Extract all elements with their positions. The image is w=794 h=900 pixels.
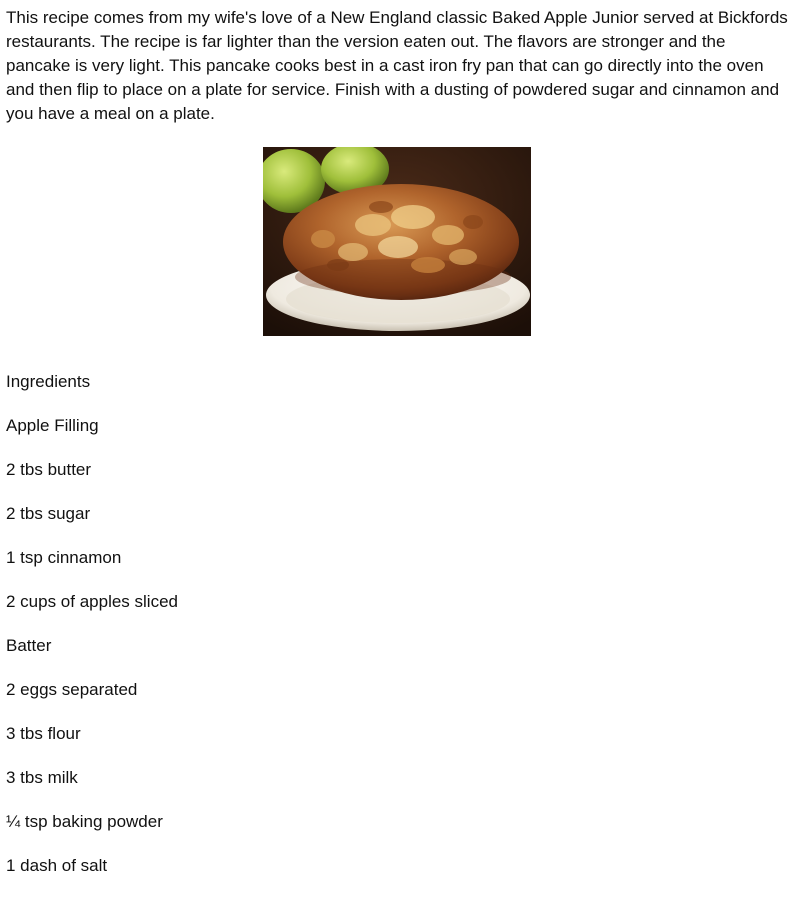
- ingredient-item: ¼ tsp baking powder: [6, 812, 163, 831]
- ingredients-heading: Ingredients: [6, 372, 91, 391]
- baked-apple-pancake-photo: [263, 147, 531, 336]
- ingredient-item: 3 tbs flour: [6, 724, 81, 743]
- ingredient-item: 2 eggs separated: [6, 680, 138, 699]
- ingredient-item: 2 cups of apples sliced: [6, 592, 178, 611]
- batter-heading: Batter: [6, 636, 52, 655]
- ingredient-item: 2 tbs butter: [6, 460, 92, 479]
- ingredient-item: 1 tsp cinnamon: [6, 548, 122, 567]
- ingredient-list: [6, 370, 178, 898]
- intro-paragraph: This recipe comes from my wife's love of a New England classic Baked Apple Junior served at Bickfords restaurants. The recipe is far lighter than the version eaten out. The flavors are stronger and the pancake is very light. This pancake cooks best in a cast iron fry pan that can go directly into the oven and then flip to place on a plate for service. Finish with a dusting of powdered sugar and cinnamon and you have a meal on a plate.: [6, 8, 788, 123]
- ingredient-item: 1 dash of salt: [6, 856, 108, 875]
- apple-filling-heading: Apple Filling: [6, 416, 99, 435]
- ingredient-item: 3 tbs milk: [6, 768, 78, 787]
- ingredient-item: 2 tbs sugar: [6, 504, 91, 523]
